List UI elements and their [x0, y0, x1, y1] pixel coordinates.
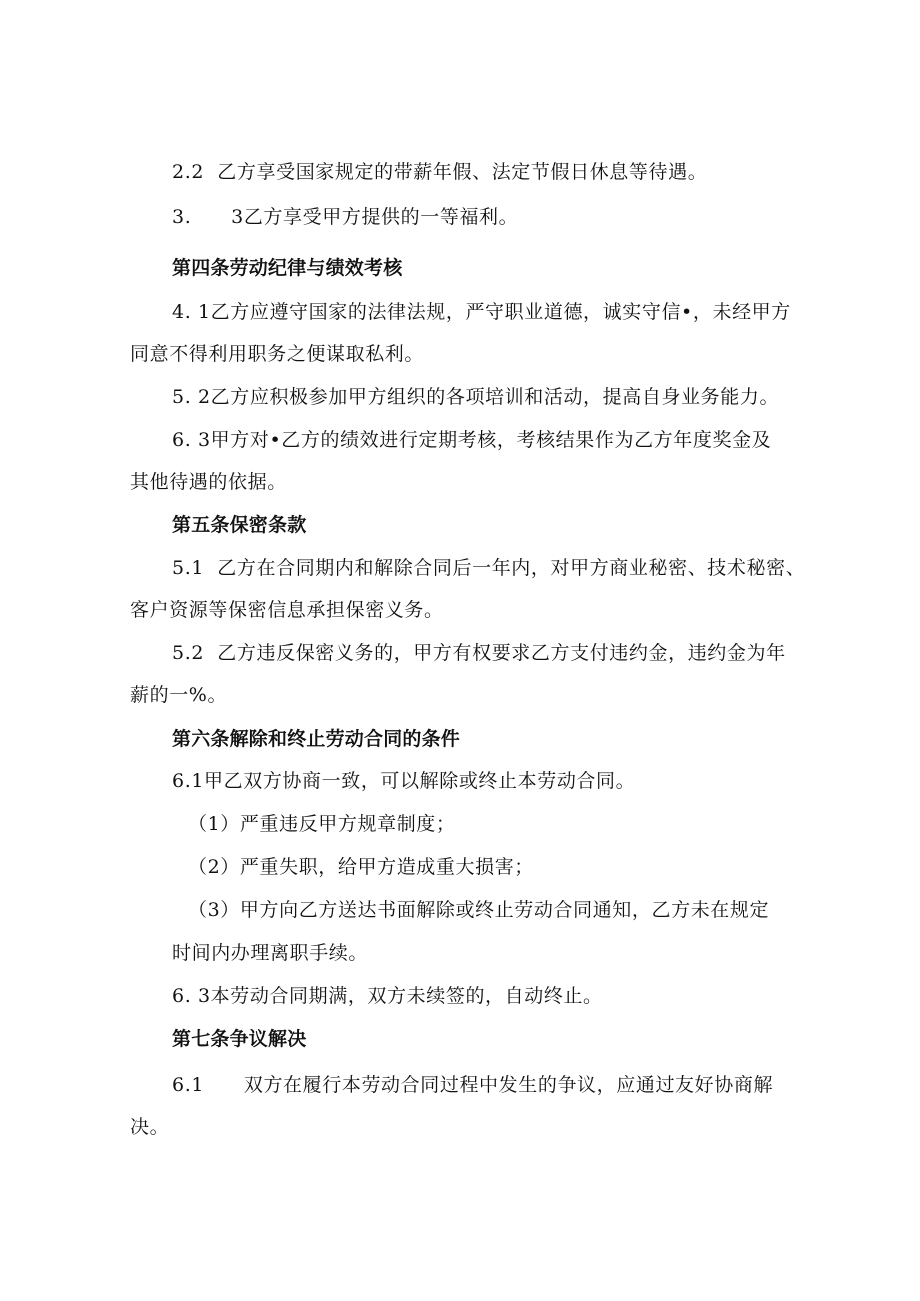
section-heading-7: 第七条争议解决: [172, 1028, 307, 1050]
section-heading-6: 第六条解除和终止劳动合同的条件: [172, 728, 461, 750]
clause-4-1: 4. 1乙方应遵守国家的法律法规，严守职业道德，诚实守信•，未经甲方: [172, 301, 791, 323]
clause-6-item-2: （2）严重失职，给甲方造成重大损害；: [188, 856, 534, 878]
clause-6-item-1: （1）严重违反甲方规章制度；: [188, 813, 456, 835]
clause-6-item-3: （3）甲方向乙方送达书面解除或终止劳动合同通知，乙方未在规定: [188, 899, 770, 921]
clause-4-3-cont: 其他待遇的依据。: [130, 471, 287, 493]
clause-6-3: 6. 3本劳动合同期满，双方未续签的，自动终止。: [172, 985, 603, 1007]
clause-2-2: 2.2 乙方享受国家规定的带薪年假、法定节假日休息等待遇。: [172, 161, 708, 183]
clause-7-1-cont: 决。: [130, 1116, 170, 1138]
section-heading-5: 第五条保密条款: [172, 514, 307, 536]
clause-4-3: 6. 3甲方对•乙方的绩效进行定期考核，考核结果作为乙方年度奖金及: [172, 429, 772, 451]
clause-7-1: 6.1 双方在履行本劳动合同过程中发生的争议，应通过友好协商解: [172, 1074, 774, 1096]
clause-5-2-cont: 薪的一%。: [130, 684, 228, 706]
clause-5-2: 5.2 乙方违反保密义务的，甲方有权要求乙方支付违约金，违约金为年: [172, 642, 786, 664]
clause-2-3: 3. 3乙方享受甲方提供的一等福利。: [172, 206, 519, 228]
section-heading-4: 第四条劳动纪律与绩效考核: [172, 257, 403, 279]
clause-5-1: 5.1 乙方在合同期内和解除合同后一年内，对甲方商业秘密、技术秘密、: [172, 557, 806, 579]
clause-5-1-cont: 客户资源等保密信息承担保密义务。: [130, 599, 444, 621]
clause-6-item-3-cont: 时间内办理离职手续。: [172, 942, 369, 964]
clause-4-1-cont: 同意不得利用职务之便谋取私利。: [130, 343, 425, 365]
clause-4-2: 5. 2乙方应积极参加甲方组织的各项培训和活动，提高自身业务能力。: [172, 386, 780, 408]
clause-6-1: 6.1甲乙双方协商一致，可以解除或终止本劳动合同。: [172, 770, 636, 792]
